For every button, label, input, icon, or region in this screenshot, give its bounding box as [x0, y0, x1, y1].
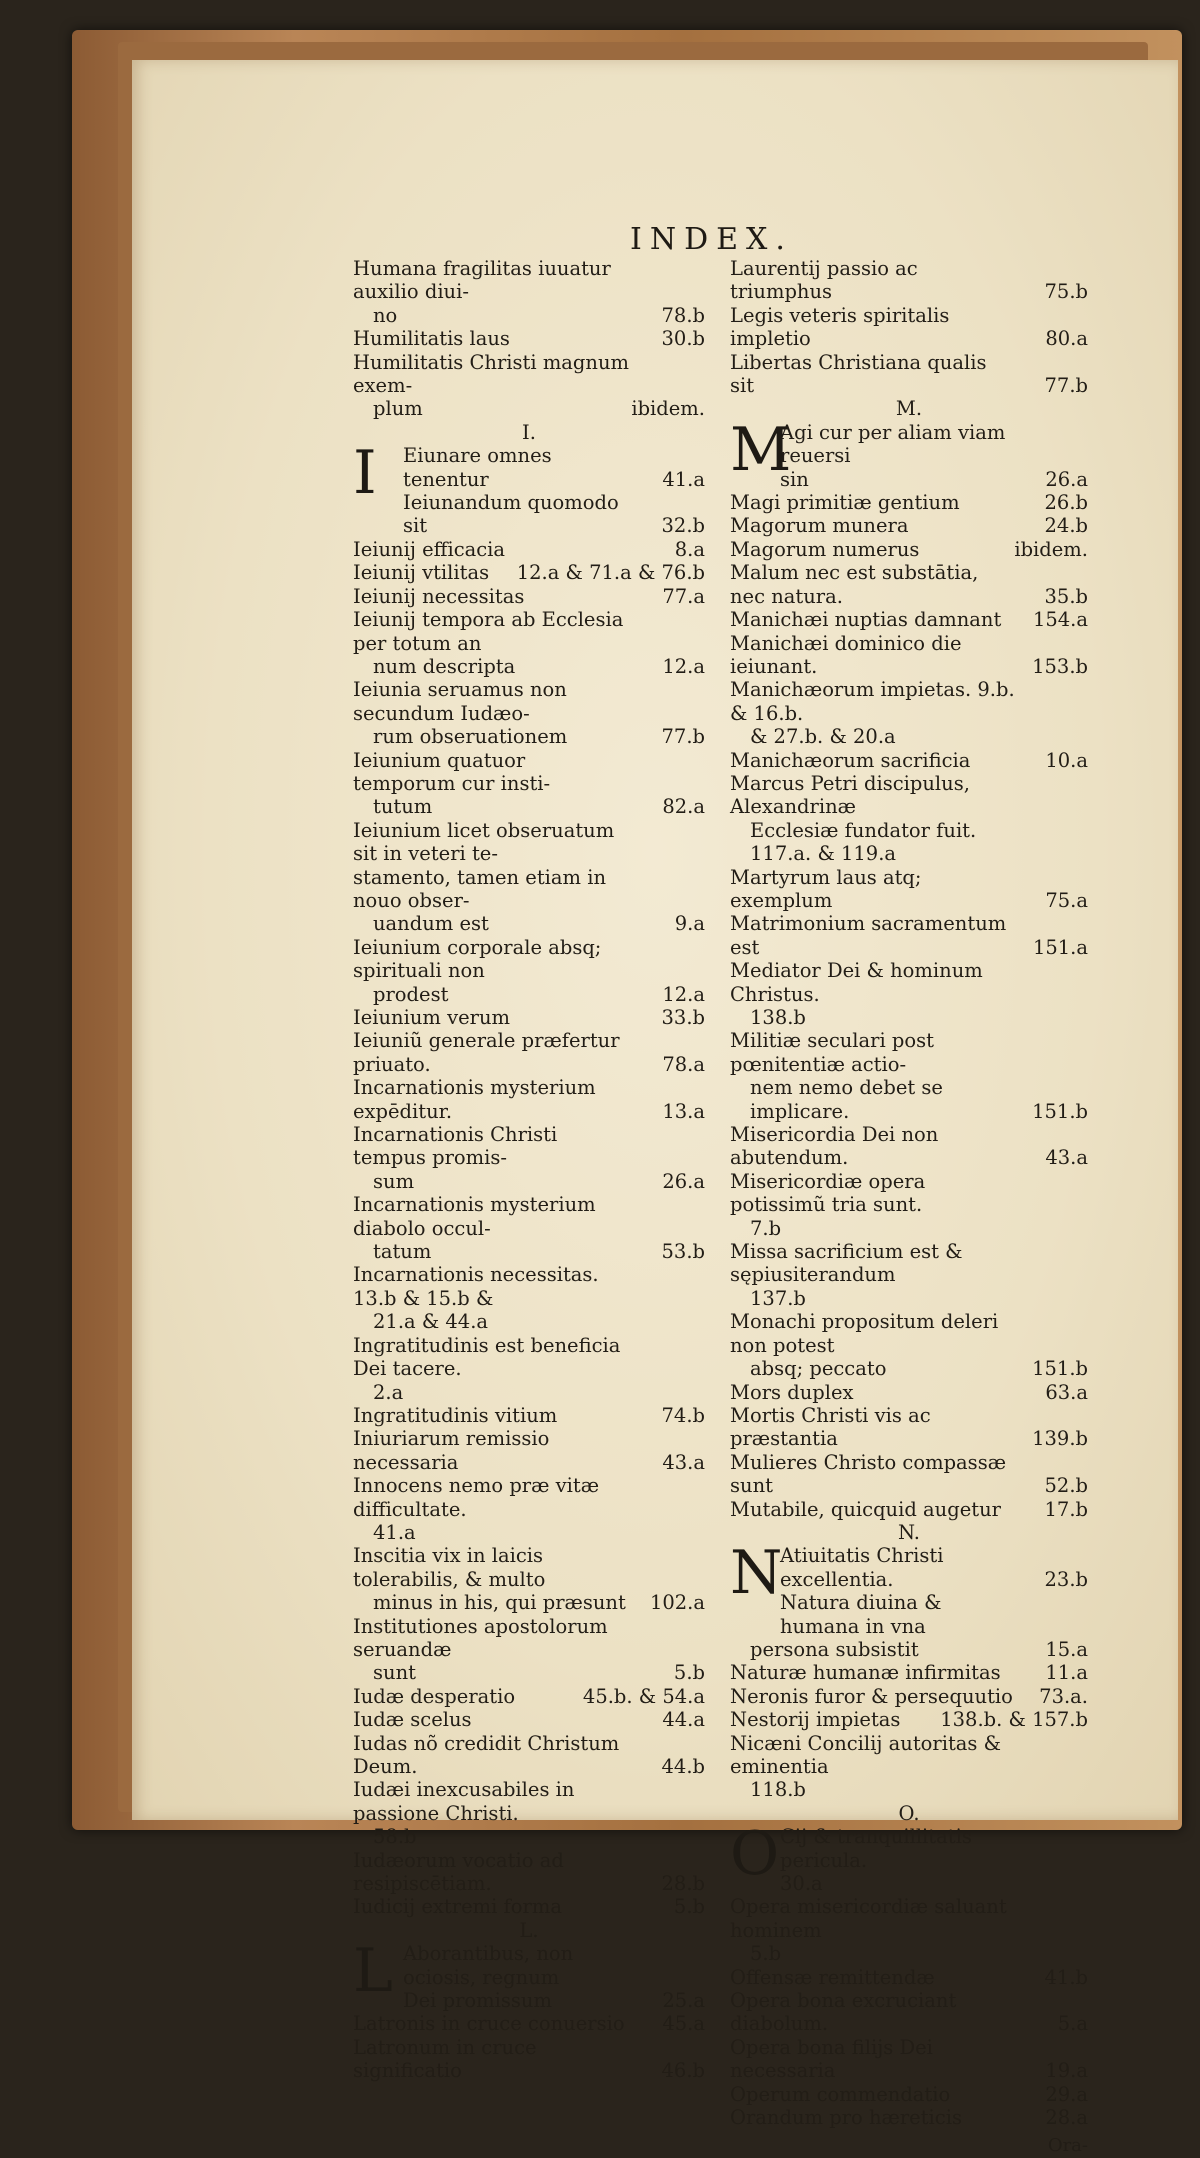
entry-ref: 25.a — [662, 1989, 705, 2013]
entry-ref: 19.a — [1045, 2059, 1088, 2083]
entry-term: Ieiunij efficacia — [353, 537, 506, 561]
index-entry — [353, 1661, 705, 1684]
dropcap-i-entries — [403, 444, 705, 538]
entry-term: 138.b — [750, 1006, 806, 1029]
index-entry — [730, 2083, 1088, 2106]
index-entry — [730, 514, 1088, 537]
index-entry — [353, 351, 705, 398]
entry-ref: 26.a — [662, 1169, 705, 1193]
entry-term: Humilitatis laus — [353, 327, 510, 351]
entry-ref: 17.b — [1044, 1497, 1088, 1521]
entry-term: 21.a & 44.a — [373, 1310, 489, 1334]
entry-term: rum obseruationem — [373, 725, 568, 749]
entry-ref: 139.b — [1032, 1427, 1088, 1451]
left-column — [353, 257, 705, 2083]
entry-term: Iniuriarum remissio necessaria — [353, 1427, 550, 1474]
entry-term: Incarnationis mysterium diabolo occul- — [353, 1193, 596, 1240]
right-column — [730, 257, 1088, 2157]
entry-ref: ibidem. — [631, 397, 705, 421]
entry-term: Incarnationis necessitas. 13.b & 15.b & — [353, 1263, 599, 1310]
index-entry — [353, 1849, 705, 1896]
dropcap-o-entries — [780, 1825, 1088, 1895]
entry-ref: 77.a — [662, 584, 705, 608]
entry-term: absq; peccato — [750, 1357, 887, 1381]
entry-term: Martyrum laus atq; exemplum — [730, 865, 922, 912]
index-entry — [730, 1451, 1088, 1498]
entry-term: Ieiunij vtilitas — [353, 561, 490, 585]
index-entry — [730, 1240, 1088, 1287]
index-entry — [353, 936, 705, 983]
entry-term: Magorum numerus — [730, 537, 920, 561]
index-entry — [780, 421, 1088, 468]
index-entry — [353, 1708, 705, 1731]
entry-term: 30.a — [780, 1872, 823, 1896]
dropcap-m-entries — [780, 421, 1088, 491]
entry-term: Iudæ scelus — [353, 1708, 472, 1732]
index-entry — [353, 1334, 705, 1381]
index-entry — [780, 1544, 1088, 1591]
entry-ref: 45.b. & 54.a — [582, 1684, 705, 1708]
entry-term: Iudicij extremi forma — [353, 1895, 562, 1919]
index-entry — [730, 1498, 1088, 1521]
entry-term: Ieiunium quatuor temporum cur insti- — [353, 748, 551, 795]
entry-term: 58.b — [373, 1825, 417, 1849]
entry-term: Malum nec est substātia, nec natura. — [730, 561, 979, 608]
index-entry — [353, 866, 705, 913]
entry-ref: 77.b — [661, 725, 705, 749]
index-entry — [730, 1942, 1088, 1965]
index-entry — [780, 1591, 1088, 1638]
entry-term: Naturæ humanæ infirmitas — [730, 1661, 1001, 1685]
index-entry — [730, 1404, 1088, 1451]
entry-term: 41.a — [373, 1520, 416, 1544]
entry-term: Mulieres Christo compassæ sunt — [730, 1450, 1007, 1498]
entry-term: Ieiunium corporale absq; spirituali non — [353, 935, 602, 983]
index-entry — [730, 1778, 1088, 1801]
entry-ref: 30.b — [661, 327, 705, 351]
entry-ref: 151.a — [1032, 935, 1088, 959]
index-entry — [353, 257, 705, 304]
entry-ref: 12.a — [662, 982, 705, 1006]
entry-ref: 43.a — [1045, 1146, 1088, 1170]
entry-ref: 26.b — [1044, 491, 1088, 515]
index-entry — [353, 1310, 705, 1333]
index-entry — [730, 1076, 1088, 1123]
entry-term: Atiuitatis Christi excellentia. — [780, 1544, 944, 1591]
entry-ref: 75.b — [1044, 280, 1088, 304]
index-entry — [730, 304, 1088, 351]
dropcap-n-entries — [780, 1544, 1088, 1638]
dropcap-block-i — [353, 438, 705, 538]
index-entry — [780, 468, 1088, 491]
entry-term: 2.a — [373, 1380, 404, 1404]
entry-term: Ingratitudinis vitium — [353, 1403, 558, 1427]
entry-ref: 151.b — [1032, 1357, 1088, 1381]
entry-ref: 73.a. — [1039, 1684, 1088, 1708]
entry-ref: 5.b — [673, 1661, 705, 1685]
entry-ref: 29.a — [1045, 2082, 1088, 2106]
entry-ref: 12.a & 71.a & 76.b — [516, 561, 705, 585]
letter-head-n: N. — [897, 1520, 920, 1544]
entry-term: Militiæ seculari post pœnitentiæ actio- — [730, 1029, 934, 1076]
entry-term: tatum — [373, 1240, 432, 1264]
index-entry — [353, 1076, 705, 1123]
index-entry — [353, 1381, 705, 1404]
entry-term: minus in his, qui præsunt — [373, 1591, 626, 1615]
entry-term: persona subsistit — [750, 1637, 919, 1661]
entry-term: Nicæni Concilij autoritas & eminentia — [730, 1731, 1001, 1778]
index-entry — [730, 1708, 1088, 1731]
entry-term: 118.b — [750, 1778, 806, 1802]
dropcap-block-m — [730, 414, 1088, 491]
entry-term: Marcus Petri discipulus, Alexandrinæ — [730, 771, 970, 819]
entry-term: Ieiunandum quomodo sit — [403, 491, 619, 538]
entry-ref: 78.b — [661, 303, 705, 327]
dropcap-l: L — [353, 1936, 393, 2007]
index-entry — [730, 1029, 1088, 1076]
entry-ref: 10.a — [1045, 748, 1088, 772]
index-entry — [353, 1544, 705, 1591]
entry-ref: 5.a — [1057, 2012, 1088, 2036]
dropcap-block-l — [353, 1936, 705, 2013]
entry-term: Latronis in cruce conuersio — [353, 2012, 625, 2036]
letter-head-l: L. — [519, 1918, 539, 1942]
dropcap-block-o — [730, 1819, 1088, 1896]
dropcap-i: I — [353, 438, 377, 509]
entry-ref: 52.b — [1044, 1474, 1088, 1498]
index-entry — [353, 1732, 705, 1779]
entry-ref: 53.b — [661, 1240, 705, 1264]
entry-ref: 5.b — [673, 1895, 705, 1919]
entry-term: Humilitatis Christi magnum exem- — [353, 350, 630, 398]
index-entry — [353, 1615, 705, 1662]
group-h — [353, 257, 705, 421]
entry-term: Manichæi nuptias damnant — [730, 608, 1002, 632]
index-entry — [353, 749, 705, 796]
entry-term: Iudas nõ credidit Christum Deum. — [353, 1731, 620, 1778]
entry-term: stamento, tamen etiam in nouo obser- — [353, 865, 607, 912]
index-entry — [353, 795, 705, 818]
index-entry — [730, 1638, 1088, 1661]
index-entry — [353, 983, 705, 1006]
entry-term: Mediator Dei & hominum Christus. — [730, 959, 983, 1006]
entry-ref: 11.a — [1045, 1661, 1088, 1685]
entry-term: Ieiunij necessitas — [353, 584, 525, 608]
entry-ref: 102.a — [649, 1591, 705, 1615]
index-entry — [730, 351, 1088, 398]
entry-term: Incarnationis Christi tempus promis- — [353, 1123, 558, 1170]
index-entry — [353, 608, 705, 655]
dropcap-block-n — [730, 1538, 1088, 1638]
index-entry — [353, 819, 705, 866]
entry-term: Ieiunium verum — [353, 1006, 511, 1029]
index-entry — [730, 1732, 1088, 1779]
entry-term: nem nemo debet se implicare. — [750, 1076, 943, 1123]
index-entry — [730, 772, 1088, 819]
index-entry — [730, 561, 1088, 608]
index-entry — [730, 1310, 1088, 1357]
index-entry — [353, 1123, 705, 1170]
entry-term: Innocens nemo præ vitæ difficultate. — [353, 1474, 600, 1521]
entry-ref: 41.a — [662, 467, 705, 491]
index-entry — [730, 725, 1088, 748]
entry-ref: 26.a — [1045, 467, 1088, 491]
index-entry — [353, 2012, 705, 2035]
index-entry — [353, 912, 705, 935]
index-entry — [353, 327, 705, 350]
index-entry — [730, 538, 1088, 561]
index-entry — [353, 1006, 705, 1029]
entry-term: 137.b — [750, 1286, 806, 1310]
entry-term: Libertas Christiana qualis sit — [730, 350, 987, 398]
entry-term: 7.b — [750, 1216, 782, 1240]
entry-ref: 138.b. & 157.b — [940, 1708, 1088, 1732]
index-entry — [730, 819, 1088, 866]
index-entry — [730, 678, 1088, 725]
index-entry — [730, 1123, 1088, 1170]
entry-term: Matrimonium sacramentum est — [730, 912, 1007, 959]
entry-term: sin — [780, 467, 809, 491]
entry-ref: 44.a — [662, 1708, 705, 1732]
entry-ref: 153.b — [1032, 654, 1088, 678]
dropcap-l-entries — [403, 1942, 705, 2012]
entry-term: Inscitia vix in laicis tolerabilis, & multo — [353, 1544, 546, 1591]
index-entry — [353, 538, 705, 561]
index-entry — [353, 1427, 705, 1474]
entry-ref: 8.a — [674, 537, 705, 561]
index-entry — [353, 1895, 705, 1918]
index-entry — [353, 1778, 705, 1825]
entry-term: Latronum in cruce significatio — [353, 2035, 537, 2083]
entry-term: Ieiunia seruamus non secundum Iudæo- — [353, 678, 567, 725]
index-entry — [353, 655, 705, 678]
entry-ref: 82.a — [662, 795, 705, 819]
entry-ref: 32.b — [661, 514, 705, 538]
entry-term: Magorum munera — [730, 514, 909, 538]
entry-term: Eiunare omnes tenentur — [403, 444, 552, 491]
entry-term: Missa sacrificium est & sępiusiterandum — [730, 1240, 963, 1287]
index-entry — [353, 1193, 705, 1240]
index-entry — [353, 1263, 705, 1310]
index-entry — [730, 749, 1088, 772]
entry-ref: 74.b — [661, 1403, 705, 1427]
index-entry — [730, 1989, 1088, 2036]
entry-term: Misericordia Dei non abutendum. — [730, 1123, 939, 1170]
index-entry — [353, 304, 705, 327]
index-entry — [730, 1895, 1088, 1942]
entry-ref: 44.b — [661, 1755, 705, 1778]
entry-ref: 78.a — [662, 1052, 705, 1076]
entry-term: Offensæ remittendæ — [730, 1965, 935, 1989]
entry-term: Misericordiæ opera potissimũ tria sunt. — [730, 1169, 926, 1217]
group-l — [353, 2012, 705, 2082]
index-entry — [353, 1404, 705, 1427]
index-entry — [353, 397, 705, 420]
index-entry — [353, 725, 705, 748]
entry-ref: 28.b — [661, 1872, 705, 1896]
index-entry — [730, 1661, 1088, 1684]
entry-term: Aborantibus, non ociosis, regnum — [403, 1942, 574, 1989]
entry-term: Iudæi inexcusabiles in passione Christi. — [353, 1778, 575, 1825]
entry-ref: 46.b — [661, 2059, 705, 2083]
index-entry — [730, 1217, 1088, 1240]
entry-ref: 43.a — [662, 1450, 705, 1474]
entry-ref: 33.b — [661, 1006, 705, 1029]
dropcap-o: O — [730, 1819, 780, 1890]
entry-ref: ibidem. — [1014, 537, 1088, 561]
entry-ref: 9.a — [674, 912, 705, 936]
entry-term: prodest — [373, 982, 449, 1006]
entry-term: Opera misericordiæ saluant hominem — [730, 1895, 1007, 1942]
entry-term: Mortis Christi vis ac præstantia — [730, 1403, 931, 1451]
entry-ref: 13.a — [662, 1099, 705, 1123]
index-entry — [353, 1825, 705, 1848]
entry-term: Humana fragilitas iuuatur auxilio diui- — [353, 257, 611, 304]
entry-ref: 77.b — [1044, 374, 1088, 398]
entry-term: Institutiones apostolorum seruandæ — [353, 1614, 608, 1661]
index-entry — [730, 1357, 1088, 1380]
entry-ref: 75.a — [1045, 888, 1088, 912]
entry-term: no — [373, 303, 398, 327]
entry-term: Mors duplex — [730, 1380, 854, 1404]
entry-term: Iudæ desperatio — [353, 1684, 516, 1708]
index-entry — [403, 1989, 705, 2012]
group-l2 — [730, 257, 1088, 397]
entry-term: Ingratitudinis est beneficia Dei tacere. — [353, 1333, 621, 1381]
index-entry — [780, 1872, 1088, 1895]
entry-ref: 15.a — [1045, 1637, 1088, 1661]
index-entry — [730, 1170, 1088, 1217]
entry-term: Agi cur per aliam viam reuersi — [780, 420, 1006, 468]
index-entry — [730, 959, 1088, 1006]
entry-term: 5.b — [750, 1942, 782, 1966]
group-n — [730, 1638, 1088, 1802]
entry-term: Ieiunij tempora ab Ecclesia per totum an — [353, 608, 624, 655]
index-entry — [730, 2036, 1088, 2083]
index-entry — [730, 912, 1088, 959]
index-entry — [353, 1591, 705, 1614]
index-entry — [353, 1521, 705, 1544]
dropcap-n: N — [730, 1538, 783, 1609]
index-entry — [730, 632, 1088, 679]
entry-term: Monachi propositum deleri non potest — [730, 1310, 999, 1357]
index-entry — [353, 2036, 705, 2083]
entry-ref: 28.a — [1045, 2106, 1088, 2130]
entry-term: Manichæi dominico die ieiunant. — [730, 631, 962, 678]
entry-term: Manichæorum impietas. 9.b. & 16.b. — [730, 678, 1015, 725]
running-head: INDEX. — [630, 222, 793, 257]
entry-term: Ecclesiæ fundator fuit. 117.a. & 119.a — [750, 818, 977, 866]
index-entry — [353, 561, 705, 584]
group-o — [730, 1895, 1088, 2129]
index-entry — [403, 491, 705, 538]
entry-term: Iudæorum vocatio ad resipiscētiam. — [353, 1848, 564, 1896]
entry-ref: 35.b — [1044, 584, 1088, 608]
index-entry — [353, 1474, 705, 1521]
entry-ref: 24.b — [1044, 514, 1088, 538]
index-entry — [353, 585, 705, 608]
group-i — [353, 538, 705, 1919]
entry-term: Ieiuniũ generale præfertur priuato. — [353, 1029, 620, 1076]
index-entry — [730, 1685, 1088, 1708]
entry-ref: 63.a — [1045, 1380, 1088, 1404]
entry-term: Incarnationis mysterium expēditur. — [353, 1076, 596, 1123]
entry-term: tutum — [373, 795, 433, 819]
dropcap-m: M — [730, 414, 792, 485]
entry-term: & 27.b. & 20.a — [750, 725, 896, 749]
index-entry — [780, 1825, 1088, 1872]
entry-term: Dei promissum — [403, 1989, 552, 2013]
entry-term: Mutabile, quicquid augetur — [730, 1497, 1001, 1521]
entry-term: Operum commendatio — [730, 2082, 951, 2106]
entry-term: plum — [373, 397, 423, 421]
entry-term: Legis veteris spiritalis impletio — [730, 303, 950, 351]
letter-head-m: M. — [895, 397, 923, 421]
entry-term: Nestorij impietas — [730, 1708, 901, 1732]
index-entry — [353, 1685, 705, 1708]
index-entry — [730, 1006, 1088, 1029]
entry-ref: 23.b — [1044, 1567, 1088, 1591]
catchword: Ora- — [1047, 2135, 1088, 2157]
index-entry — [353, 1170, 705, 1193]
entry-ref: 80.a — [1045, 327, 1088, 351]
letter-head-i: I. — [522, 420, 536, 444]
entry-term: Opera bona filijs Dei necessaria — [730, 2035, 933, 2083]
index-entry — [353, 1029, 705, 1076]
index-entry — [403, 444, 705, 491]
index-entry — [730, 1287, 1088, 1310]
entry-term: Manichæorum sacrificia — [730, 748, 971, 772]
index-entry — [353, 1240, 705, 1263]
entry-ref: 45.a — [662, 2012, 705, 2036]
entry-term: Laurentij passio ac triumphus — [730, 257, 918, 304]
letter-head-o: O. — [898, 1801, 920, 1825]
index-entry — [730, 1381, 1088, 1404]
entry-term: sunt — [373, 1661, 416, 1685]
entry-term: Opera bona excruciant diabolum. — [730, 1989, 957, 2036]
entry-term: Ieiunium licet obseruatum sit in veteri te- — [353, 818, 615, 866]
entry-ref: 41.b — [1044, 1965, 1088, 1989]
index-entry — [403, 1942, 705, 1989]
entry-term: num descripta — [373, 654, 516, 678]
entry-ref: 151.b — [1032, 1099, 1088, 1123]
index-entry — [730, 491, 1088, 514]
entry-term: Neronis furor & persequutio — [730, 1684, 1013, 1708]
index-entry — [730, 257, 1088, 304]
index-entry — [730, 608, 1088, 631]
entry-term: Orandum pro hæreticis — [730, 2106, 962, 2130]
entry-term: Natura diuina & humana in vna — [780, 1591, 942, 1638]
entry-ref: 154.a — [1032, 608, 1088, 632]
entry-term: Cij & tranquillitatis pericula. — [780, 1825, 972, 1872]
index-entry — [730, 866, 1088, 913]
entry-term: Magi primitiæ gentium — [730, 491, 960, 515]
group-m — [730, 491, 1088, 1521]
entry-ref: 12.a — [662, 654, 705, 678]
entry-term: sum — [373, 1169, 415, 1193]
entry-term: uandum est — [373, 912, 489, 936]
index-entry — [353, 678, 705, 725]
index-entry — [730, 1966, 1088, 1989]
index-entry — [730, 2106, 1088, 2129]
